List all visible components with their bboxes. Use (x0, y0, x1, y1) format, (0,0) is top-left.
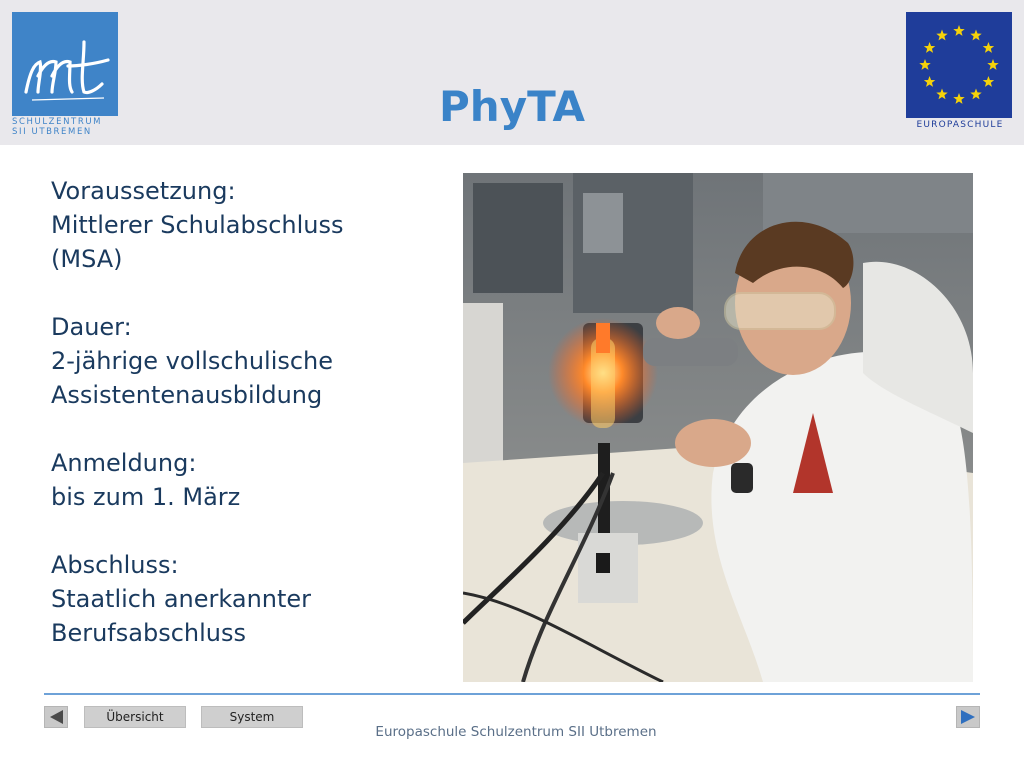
eu-star-icon (919, 59, 930, 70)
eu-flag-logo (906, 12, 1012, 118)
next-slide-button[interactable] (956, 706, 980, 728)
school-logo-caption-line1: SCHULZENTRUM (12, 117, 103, 127)
detail-block (51, 310, 451, 412)
detail-value: Mittlerer Schulabschluss (51, 211, 344, 239)
detail-label: Abschluss: (51, 551, 179, 579)
eu-logo-caption: EUROPASCHULE (916, 120, 1004, 130)
overview-button[interactable]: Übersicht (84, 706, 186, 728)
lab-photo-illustration (463, 173, 973, 682)
detail-value: bis zum 1. März (51, 483, 241, 511)
detail-label: Anmeldung: (51, 449, 197, 477)
eu-stars-icon (906, 12, 1012, 118)
footer-divider (44, 693, 980, 695)
system-button[interactable]: System (201, 706, 303, 728)
eu-star-icon (924, 42, 935, 53)
detail-value: Berufsabschluss (51, 619, 246, 647)
eu-star-icon (953, 25, 964, 36)
school-logo-caption-line2: SII UTBREMEN (12, 127, 92, 137)
eu-star-icon (970, 30, 981, 41)
eu-star-icon (970, 88, 981, 99)
detail-value: Assistentenausbildung (51, 381, 323, 409)
eu-star-icon (936, 88, 947, 99)
eu-star-icon (983, 42, 994, 53)
footer-caption: Europaschule Schulzentrum SII Utbremen (375, 724, 657, 740)
triangle-right-icon (957, 707, 979, 727)
detail-label: Voraussetzung: (51, 177, 236, 205)
slide-header (0, 0, 1024, 145)
detail-value: Staatlich anerkannter (51, 585, 312, 613)
eu-star-icon (953, 93, 964, 104)
detail-value: 2-jährige vollschulische (51, 347, 334, 375)
program-details (51, 174, 451, 650)
detail-block (51, 446, 451, 514)
eu-star-icon (987, 59, 998, 70)
eu-star-icon (924, 76, 935, 87)
page-title: PhyTA (439, 82, 585, 131)
detail-block (51, 548, 451, 650)
lab-photo (463, 173, 973, 682)
detail-block (51, 174, 451, 276)
eu-star-icon (936, 30, 947, 41)
detail-value: (MSA) (51, 245, 123, 273)
detail-label: Dauer: (51, 313, 132, 341)
eu-star-icon (983, 76, 994, 87)
